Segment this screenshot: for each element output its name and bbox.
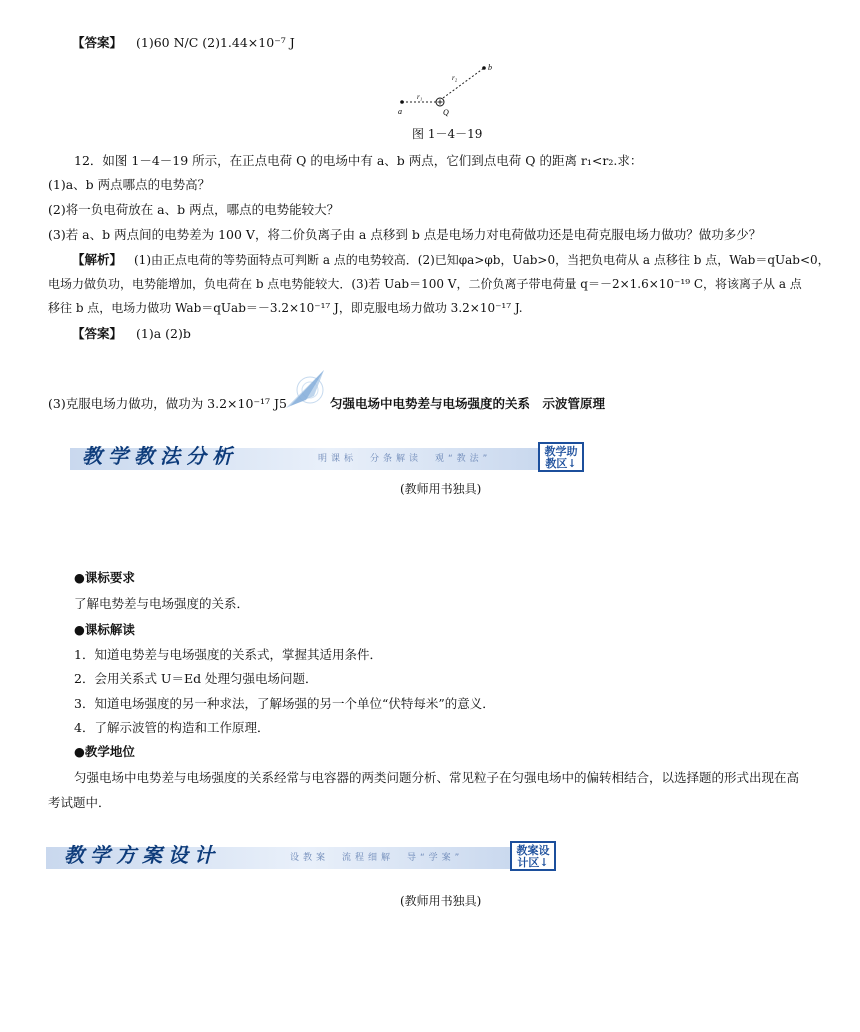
label-r1: r₁ — [417, 93, 423, 101]
banner-title: 教学方案设计 — [64, 843, 220, 867]
section-title: 匀强电场中电势差与电场强度的关系 示波管原理 — [330, 396, 606, 411]
analysis-text-1: (1)由正点电荷的等势面特点可判断 a 点的电势较高．(2)已知φa>φb，Uab>0，当把负电荷从 a 点移往 b 点，Wab＝qUab<0， — [134, 253, 830, 267]
answer-11 — [72, 34, 295, 52]
compass-logo — [284, 366, 332, 412]
banner-slogan: 设教案 流程细解 导“学案” — [290, 853, 464, 863]
r2-line — [443, 68, 484, 98]
answer-content: (1)60 N/C (2)1.44×10⁻⁷ J — [136, 35, 295, 50]
badge-plan-zone: 教案设计区↓ — [510, 841, 556, 871]
problem-12-q1: (1)a、b 两点哪点的电势高？ — [48, 177, 211, 192]
banner-slogan: 明课标 分条解读 观“教法” — [318, 454, 492, 464]
banner-title: 教学教法分析 — [82, 444, 238, 468]
figure-diagram — [388, 58, 508, 120]
analysis-line-2: 电场力做负功，电势能增加，负电荷在 b 点电势能较大．(3)若 Uab＝100 V，二价负离子带电荷量 q＝－2×1.6×10⁻¹⁹ C，将该离子从 a 点 — [48, 277, 802, 291]
status-text-line-2: 考试题中． — [48, 795, 111, 810]
interpretation-item-4: 4．了解示波管的构造和工作原理． — [74, 720, 270, 735]
problem-12-q3: (3)若 a、b 两点间的电势差为 100 V，将二价负离子由 a 点移到 b 点是电场力对电荷做功还是电荷克服电场力做功？做功多少？ — [48, 227, 762, 242]
analysis-label: 【解析】 — [72, 252, 123, 267]
interpretation-item-3: 3．知道电场强度的另一种求法，了解场强的另一个单位“伏特每米”的意义． — [74, 696, 495, 711]
answer-label: 【答案】 — [72, 326, 123, 341]
teacher-note-2: (教师用书独具) — [400, 894, 482, 908]
label-q: Q — [443, 108, 449, 117]
banner-teaching-analysis — [0, 442, 600, 474]
figure-caption: 图 1－4－19 — [412, 127, 483, 141]
analysis-line-3: 移往 b 点，电场力做功 Wab＝qUab＝－3.2×10⁻¹⁷ J，即克服电场力做功 3.2×10⁻¹⁷ J. — [48, 301, 523, 315]
answer-12 — [72, 325, 191, 343]
heading-interpretation: ●课标解读 — [74, 622, 135, 637]
heading-status: ●教学地位 — [74, 744, 135, 759]
label-a: a — [398, 107, 402, 116]
point-b — [482, 66, 486, 70]
status-text-line-1: 匀强电场中电势差与电场强度的关系经常与电容器的两类问题分析、常见粒子在匀强电场中的偏转相结合，以选择题的形式出现在高 — [74, 770, 800, 785]
label-b: b — [488, 63, 492, 72]
answer-label: 【答案】 — [72, 35, 123, 50]
problem-12-stem: 12．如图 1－4－19 所示，在正点电荷 Q 的电场中有 a、b 两点，它们到点电荷 Q 的距离 r₁<r₂.求： — [74, 153, 643, 168]
interpretation-item-2: 2．会用关系式 U＝Ed 处理匀强电场问题． — [74, 671, 318, 686]
requirements-text: 了解电势差与电场强度的关系． — [74, 596, 250, 611]
banner-plan-design — [0, 841, 600, 873]
interpretation-item-1: 1．知道电势差与电场强度的关系式，掌握其适用条件． — [74, 647, 382, 662]
teacher-note-1: (教师用书独具) — [400, 482, 482, 496]
label-r2: r₂ — [452, 74, 458, 82]
problem-12-q2: (2)将一负电荷放在 a、b 两点，哪点的电势能较大？ — [48, 202, 340, 217]
answer-3-line: (3)克服电场力做功，做功为 3.2×10⁻¹⁷ J5 — [48, 396, 287, 411]
heading-requirements: ●课标要求 — [74, 570, 135, 585]
badge-teaching-zone: 教学助教区↓ — [538, 442, 584, 472]
point-a — [400, 100, 404, 104]
answer-content: (1)a (2)b — [136, 326, 191, 341]
analysis-line-1 — [72, 251, 830, 269]
